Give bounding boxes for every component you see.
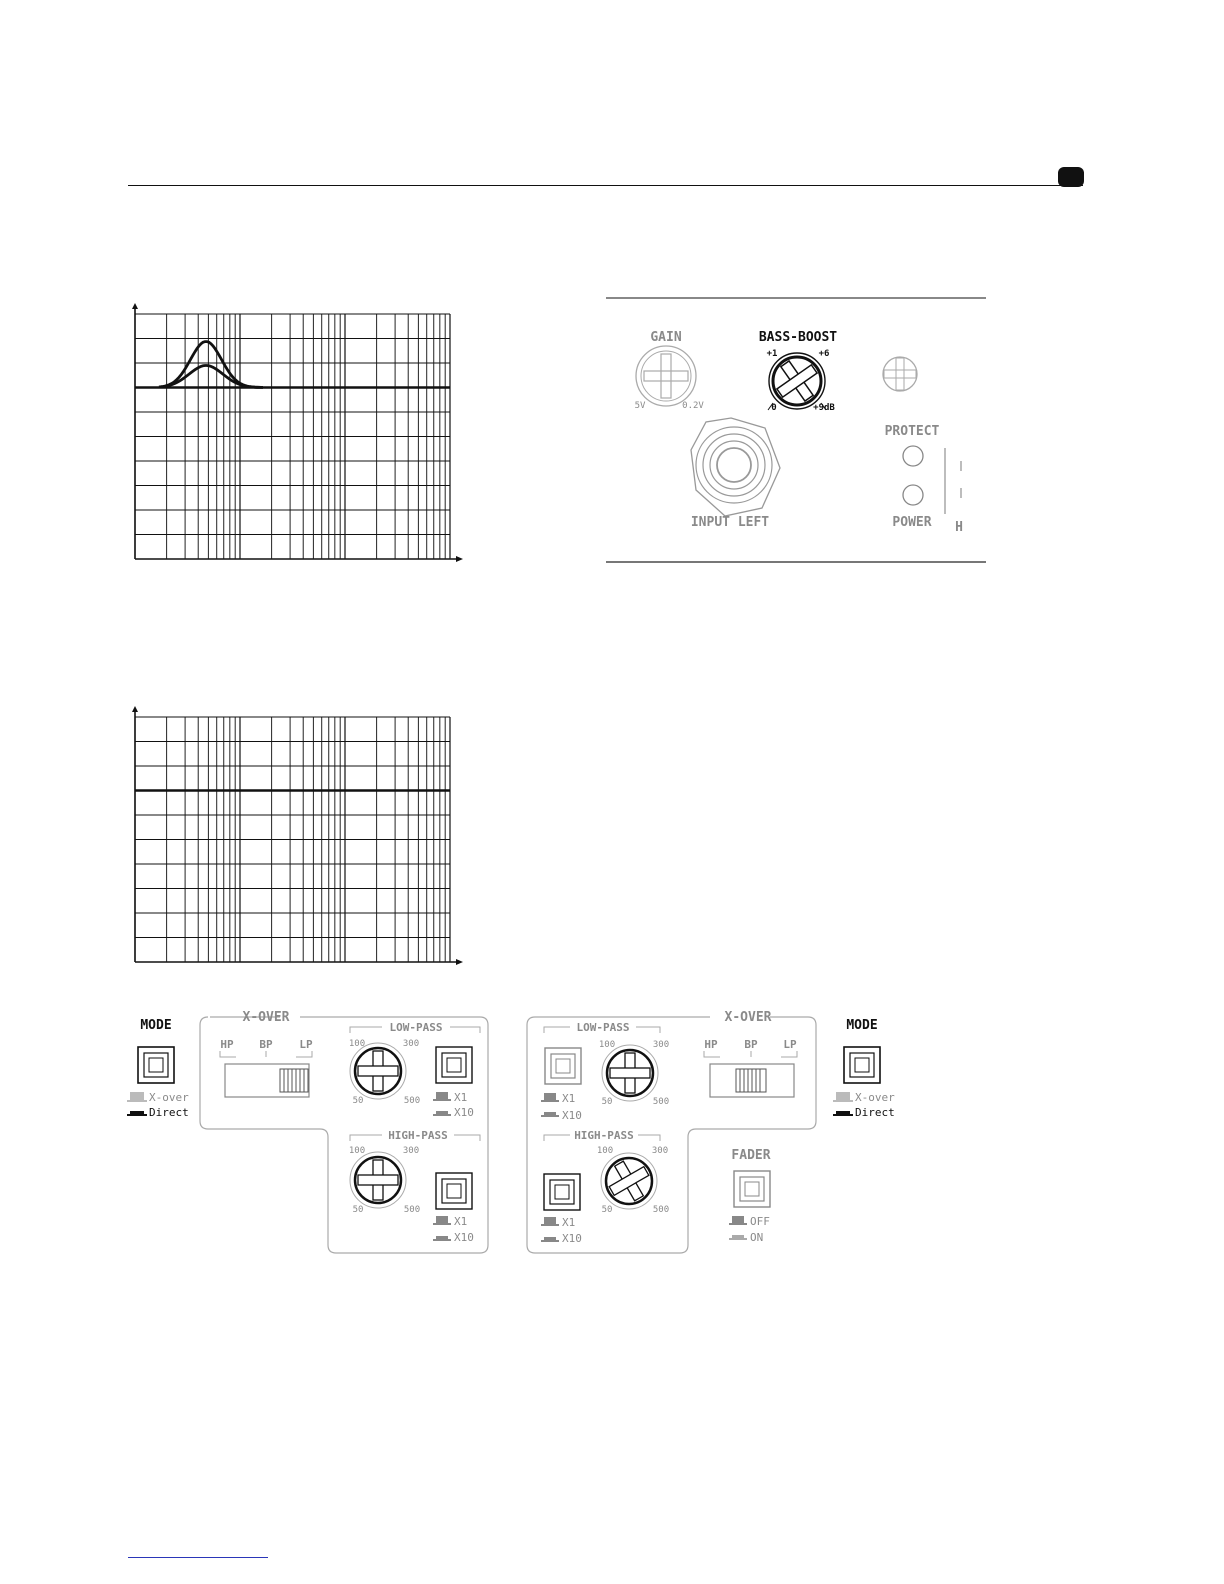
fader-label: FADER	[731, 1148, 771, 1163]
fader-button[interactable]	[734, 1171, 770, 1207]
protect-led	[903, 446, 923, 466]
side-letter: H	[955, 520, 963, 535]
hp-label: HP	[704, 1038, 718, 1051]
highpass-x1: X1	[562, 1216, 576, 1229]
x-axis-arrow	[456, 959, 463, 965]
highpass-x10: X10	[562, 1232, 582, 1245]
x-axis-arrow	[456, 556, 463, 562]
lowpass-x1: X1	[454, 1091, 468, 1104]
y-axis-arrow	[132, 706, 138, 712]
boost-curve-high	[159, 342, 263, 388]
gain-knob[interactable]	[635, 330, 705, 411]
lowpass-x10: X10	[562, 1109, 582, 1122]
gain-label: GAIN	[650, 330, 682, 345]
mode-label: MODE	[846, 1018, 878, 1033]
lowpass-500: 500	[652, 1097, 670, 1107]
lowpass-range-button[interactable]	[436, 1047, 472, 1083]
bass-boost-tick-6: +6	[818, 349, 830, 359]
highpass-50: 50	[352, 1205, 364, 1215]
lowpass-100: 100	[348, 1039, 366, 1049]
lowpass-knob[interactable]	[602, 1045, 658, 1101]
lowpass-50: 50	[601, 1097, 613, 1107]
highpass-300: 300	[651, 1146, 669, 1156]
header-rule	[128, 185, 1083, 186]
highpass-label: HIGH-PASS	[574, 1129, 634, 1142]
amplifier-panel	[600, 290, 1000, 575]
mode-option-xover: X-over	[855, 1091, 895, 1104]
mode-button[interactable]	[844, 1047, 880, 1083]
bp-label: BP	[259, 1038, 273, 1051]
lowpass-50: 50	[352, 1096, 364, 1106]
highpass-x1: X1	[454, 1215, 468, 1228]
lowpass-x10: X10	[454, 1106, 474, 1119]
highpass-100: 100	[596, 1146, 614, 1156]
highpass-range-button[interactable]	[436, 1173, 472, 1209]
fader-off: OFF	[750, 1215, 770, 1228]
bass-boost-knob[interactable]	[759, 330, 837, 413]
highpass-300: 300	[402, 1146, 420, 1156]
xover-label: X-OVER	[724, 1010, 772, 1025]
highpass-500: 500	[652, 1205, 670, 1215]
lowpass-x1: X1	[562, 1092, 576, 1105]
mode-button[interactable]	[138, 1047, 174, 1083]
xover-label: X-OVER	[242, 1010, 290, 1025]
lowpass-300: 300	[652, 1040, 670, 1050]
hp-label: HP	[220, 1038, 234, 1051]
highpass-range-button[interactable]	[544, 1174, 580, 1210]
highpass-knob[interactable]	[350, 1152, 406, 1208]
frequency-response-graph-bottom	[124, 703, 464, 973]
bass-boost-tick-1: +1	[766, 349, 778, 359]
mode-option-direct: Direct	[149, 1106, 189, 1119]
gain-min-label: 5V	[634, 401, 646, 411]
lowpass-knob[interactable]	[350, 1043, 406, 1099]
highpass-100: 100	[348, 1146, 366, 1156]
filter-mode-slider[interactable]	[710, 1064, 794, 1097]
highpass-knob[interactable]	[601, 1153, 657, 1209]
highpass-x10: X10	[454, 1231, 474, 1244]
highpass-label: HIGH-PASS	[388, 1129, 448, 1142]
fader-on: ON	[750, 1231, 764, 1244]
lowpass-label: LOW-PASS	[389, 1021, 443, 1034]
crossover-unit-right	[520, 1005, 900, 1255]
bass-boost-label: BASS-BOOST	[758, 330, 838, 345]
power-label: POWER	[892, 515, 932, 530]
mode-option-xover: X-over	[149, 1091, 189, 1104]
y-axis-arrow	[132, 303, 138, 309]
mode-option-direct: Direct	[855, 1106, 895, 1119]
input-left-label: INPUT LEFT	[690, 515, 770, 530]
footnote-rule	[128, 1557, 268, 1558]
highpass-500: 500	[403, 1205, 421, 1215]
protect-label: PROTECT	[884, 424, 940, 439]
lp-label: LP	[783, 1038, 797, 1051]
bp-label: BP	[744, 1038, 758, 1051]
lp-label: LP	[299, 1038, 313, 1051]
lowpass-300: 300	[402, 1039, 420, 1049]
input-jack[interactable]	[691, 418, 780, 530]
boost-curve-low	[159, 366, 263, 388]
mode-label: MODE	[140, 1018, 172, 1033]
crossover-unit-left	[110, 1005, 510, 1255]
power-led	[903, 485, 923, 505]
bass-boost-tick-9: +9dB	[813, 403, 835, 413]
filter-mode-slider[interactable]	[225, 1064, 309, 1097]
lowpass-100: 100	[598, 1040, 616, 1050]
lowpass-range-button[interactable]	[545, 1048, 581, 1084]
page-marker	[1058, 167, 1084, 187]
lowpass-500: 500	[403, 1096, 421, 1106]
gain-max-label: 0.2V	[682, 401, 704, 411]
screw-icon	[883, 357, 917, 391]
frequency-response-graph-top	[124, 300, 464, 570]
bass-boost-tick-0: 0	[771, 403, 777, 413]
lowpass-label: LOW-PASS	[576, 1021, 630, 1034]
highpass-50: 50	[601, 1205, 613, 1215]
